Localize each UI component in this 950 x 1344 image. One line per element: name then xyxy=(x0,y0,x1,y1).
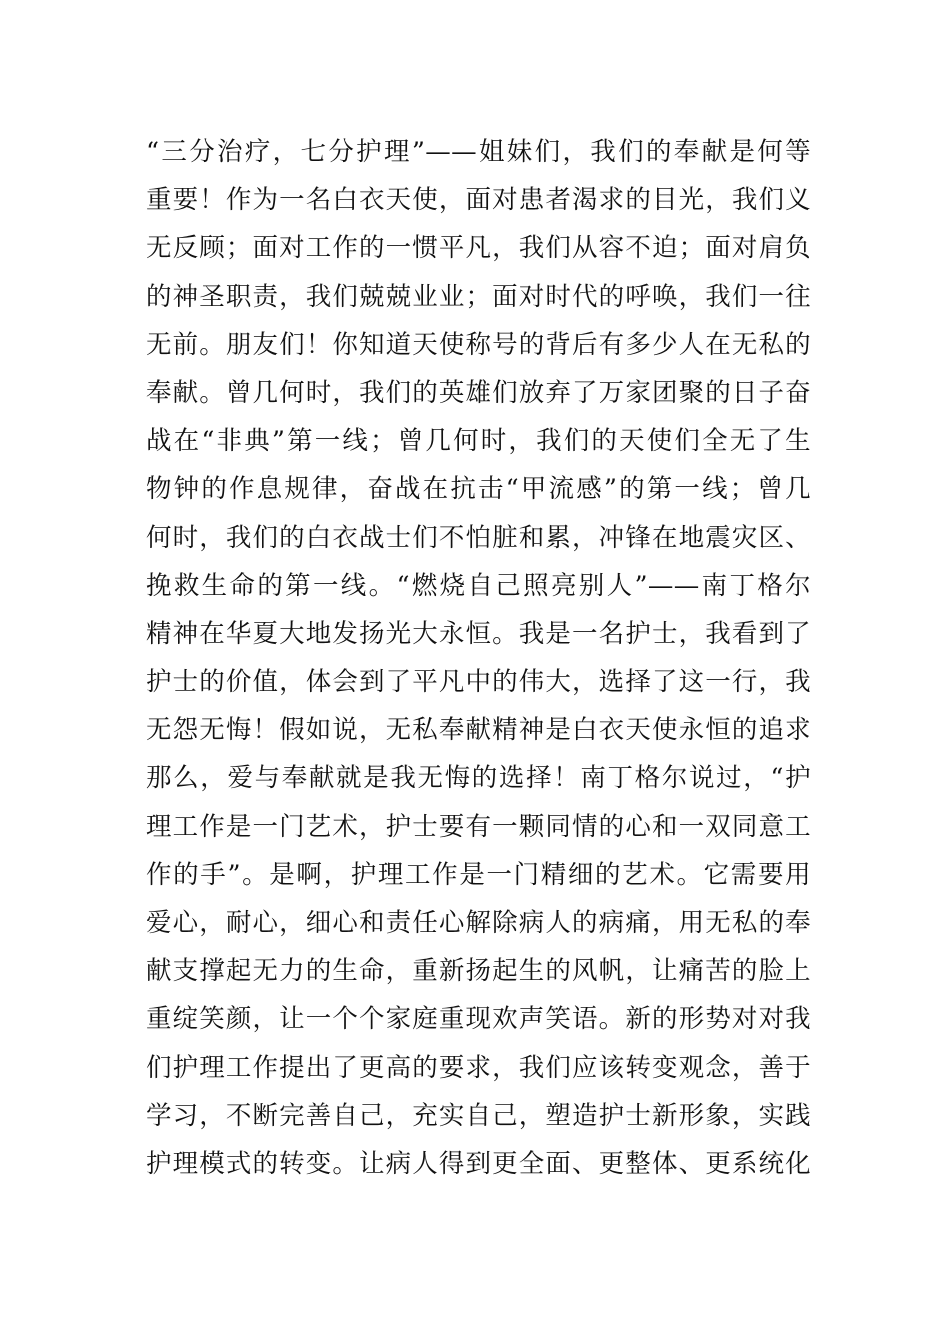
text-line: 重要！作为一名白衣天使，面对患者渴求的目光，我们义 xyxy=(146,185,811,216)
text-line: 那么，爱与奉献就是我无悔的选择！南丁格尔说过，“护 xyxy=(146,763,811,794)
text-line: 的神圣职责，我们兢兢业业；面对时代的呼唤，我们一往 xyxy=(146,281,811,312)
text-line: 无前。朋友们！你知道天使称号的背后有多少人在无私的 xyxy=(146,329,811,360)
text-line: 理工作是一门艺术，护士要有一颗同情的心和一双同意工 xyxy=(146,811,811,842)
body-paragraph xyxy=(146,128,811,1188)
text-line: “三分治疗，七分护理”——姐妹们，我们的奉献是何等 xyxy=(146,137,811,167)
text-line: 作的手”。是啊，护理工作是一门精细的艺术。它需要用 xyxy=(146,859,811,890)
text-line: 奉献。曾几何时，我们的英雄们放弃了万家团聚的日子奋 xyxy=(146,377,811,408)
text-line: 学习，不断完善自己，充实自己，塑造护士新形象，实践 xyxy=(146,1100,811,1131)
text-line: 精神在华夏大地发扬光大永恒。我是一名护士，我看到了 xyxy=(146,618,811,649)
text-line: 们护理工作提出了更高的要求，我们应该转变观念，善于 xyxy=(146,1052,811,1083)
text-line: 献支撑起无力的生命，重新扬起生的风帆，让痛苦的脸上 xyxy=(146,956,811,987)
text-line: 护士的价值，体会到了平凡中的伟大，选择了这一行，我 xyxy=(146,667,811,698)
text-line: 何时，我们的白衣战士们不怕脏和累，冲锋在地震灾区、 xyxy=(146,522,811,553)
text-line: 战在“非典”第一线；曾几何时，我们的天使们全无了生 xyxy=(146,426,811,457)
text-line: 无怨无悔！假如说，无私奉献精神是白衣天使永恒的追求 xyxy=(146,715,811,746)
text-line: 爱心，耐心，细心和责任心解除病人的病痛，用无私的奉 xyxy=(146,908,811,938)
text-line: 重绽笑颜，让一个个家庭重现欢声笑语。新的形势对对我 xyxy=(146,1004,811,1035)
text-line: 无反顾；面对工作的一惯平凡，我们从容不迫；面对肩负 xyxy=(146,233,811,264)
text-line: 护理模式的转变。让病人得到更全面、更整体、更系统化 xyxy=(146,1148,811,1179)
text-line: 物钟的作息规律，奋战在抗击“甲流感”的第一线；曾几 xyxy=(146,474,811,505)
text-line: 挽救生命的第一线。“燃烧自己照亮别人”——南丁格尔 xyxy=(146,570,811,601)
